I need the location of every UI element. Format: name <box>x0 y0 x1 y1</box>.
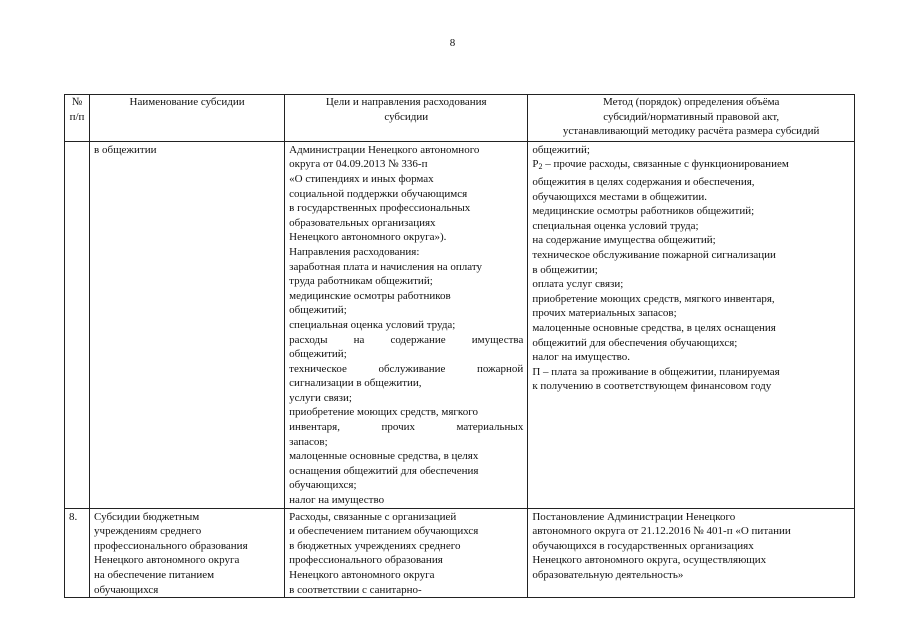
goal-line: приобретение моющих средств, мягкого <box>289 406 478 419</box>
goal-line: расходы на содержание имущества <box>289 333 524 346</box>
p2-symbol: Р <box>532 158 539 171</box>
goal-line: в соответствии с санитарно- <box>289 583 422 596</box>
cell-name <box>90 141 285 508</box>
goal-line: налог на имущество <box>289 494 385 507</box>
method-line: оплата услуг связи; <box>532 278 624 291</box>
table-header-row <box>65 95 855 142</box>
goal-line: сигнализации в общежитии, <box>289 377 422 390</box>
header-goal-line: Цели и направления расходования <box>325 96 487 108</box>
goal-line: социальной поддержки обучающимся <box>289 187 468 200</box>
method-line: к получению в соответствующем финансовом году <box>532 380 772 393</box>
header-num-line: № <box>71 96 83 108</box>
goal-line: труда работникам общежитий; <box>289 275 433 288</box>
method-line: специальная оценка условий труда; <box>532 219 699 232</box>
goal-line: Ненецкого автономного округа <box>289 569 435 581</box>
goal-line: Администрации Ненецкого автономного <box>289 143 480 156</box>
method-line: П – плата за проживание в общежитии, планируемая <box>532 365 780 378</box>
goal-line: профессионального образования <box>289 554 443 567</box>
cell-name-line: обучающихся <box>94 583 159 596</box>
header-goal-line: субсидии <box>384 110 429 123</box>
method-line: малоценные основные средства, в целях оснащения <box>532 321 776 334</box>
goal-line: инвентаря, прочих материальных <box>289 421 524 434</box>
header-goal <box>285 95 528 142</box>
header-method-line: субсидий/нормативный правовой акт, <box>603 110 780 123</box>
method-line: обучающихся в государственных организациях <box>532 539 754 552</box>
method-line: автономного округа от 21.12.2016 № 401-п «О питании <box>532 525 791 538</box>
method-line: Ненецкого автономного округа, осуществляющих <box>532 554 767 567</box>
method-line: общежитий; <box>532 143 590 156</box>
method-line: налог на имущество. <box>532 351 630 364</box>
table-row <box>65 508 855 598</box>
goal-line: техническое обслуживание пожарной <box>289 362 524 375</box>
header-name <box>90 95 285 142</box>
goal-line: оснащения общежитий для обеспечения <box>289 464 479 477</box>
method-line: медицинские осмотры работников общежитий; <box>532 205 755 218</box>
goal-line: «О стипендиях и иных формах <box>289 172 434 185</box>
subsidies-table <box>64 94 855 598</box>
cell-num: 8. <box>65 508 90 598</box>
table-row <box>65 141 855 508</box>
cell-name-line: учреждениям среднего <box>94 525 202 538</box>
cell-goal <box>285 141 528 508</box>
goal-line: общежитий; <box>289 304 347 317</box>
cell-name-line: Ненецкого автономного округа <box>94 554 240 567</box>
cell-method <box>528 141 855 508</box>
method-line: прочих материальных запасов; <box>532 307 677 320</box>
method-line-p2 <box>532 157 850 175</box>
method-line: общежития в целях содержания и обеспечения, <box>532 175 755 188</box>
p2-text: – прочие расходы, связанные с функционированием <box>542 158 789 171</box>
header-method-line: устанавливающий методику расчёта размера субсидий <box>562 125 820 138</box>
goal-line: и обеспечением питанием обучающихся <box>289 525 479 538</box>
goal-line: специальная оценка условий труда; <box>289 318 456 331</box>
goal-line: общежитий; <box>289 348 347 361</box>
goal-line: медицинские осмотры работников <box>289 289 451 302</box>
method-line: техническое обслуживание пожарной сигнализации <box>532 248 776 261</box>
goal-line: округа от 04.09.2013 № 336-п <box>289 158 428 171</box>
method-line: в общежитии; <box>532 263 598 276</box>
header-name-line: Наименование субсидии <box>129 96 245 108</box>
goal-line: в государственных профессиональных <box>289 202 471 215</box>
cell-num <box>65 141 90 508</box>
header-num-line: п/п <box>69 110 85 123</box>
goal-line: Направления расходования: <box>289 245 420 258</box>
goal-line: услуги связи; <box>289 391 352 404</box>
cell-name-line: в общежитии <box>94 143 157 156</box>
cell-name-line: на обеспечение питанием <box>94 569 215 581</box>
goal-line: образовательных организациях <box>289 216 436 229</box>
method-line: Постановление Администрации Ненецкого <box>532 510 736 523</box>
goal-line: Расходы, связанные с организацией <box>289 510 457 523</box>
method-line: обучающихся местами в общежитии. <box>532 190 708 203</box>
goal-line: в бюджетных учреждениях среднего <box>289 539 461 552</box>
p2-subscript: 2 <box>538 162 543 172</box>
header-method-line: Метод (порядок) определения объёма <box>602 96 780 108</box>
goal-line: заработная плата и начисления на оплату <box>289 260 483 273</box>
cell-name <box>90 508 285 598</box>
method-line: на содержание имущества общежитий; <box>532 234 716 247</box>
header-method <box>528 95 855 142</box>
goal-line: Ненецкого автономного округа»). <box>289 231 447 244</box>
cell-name-line: профессионального образования <box>94 539 248 552</box>
header-num <box>65 95 90 142</box>
method-line: общежитий для обеспечения обучающихся; <box>532 336 738 349</box>
method-line: приобретение моющих средств, мягкого инвентаря, <box>532 292 775 305</box>
method-line: образовательную деятельность» <box>532 569 684 581</box>
cell-name-line: Субсидии бюджетным <box>94 510 200 523</box>
goal-line: обучающихся; <box>289 479 357 492</box>
page-number: 8 <box>449 37 456 49</box>
cell-method <box>528 508 855 598</box>
cell-goal <box>285 508 528 598</box>
goal-line: малоценные основные средства, в целях <box>289 450 479 463</box>
goal-line: запасов; <box>289 435 328 448</box>
